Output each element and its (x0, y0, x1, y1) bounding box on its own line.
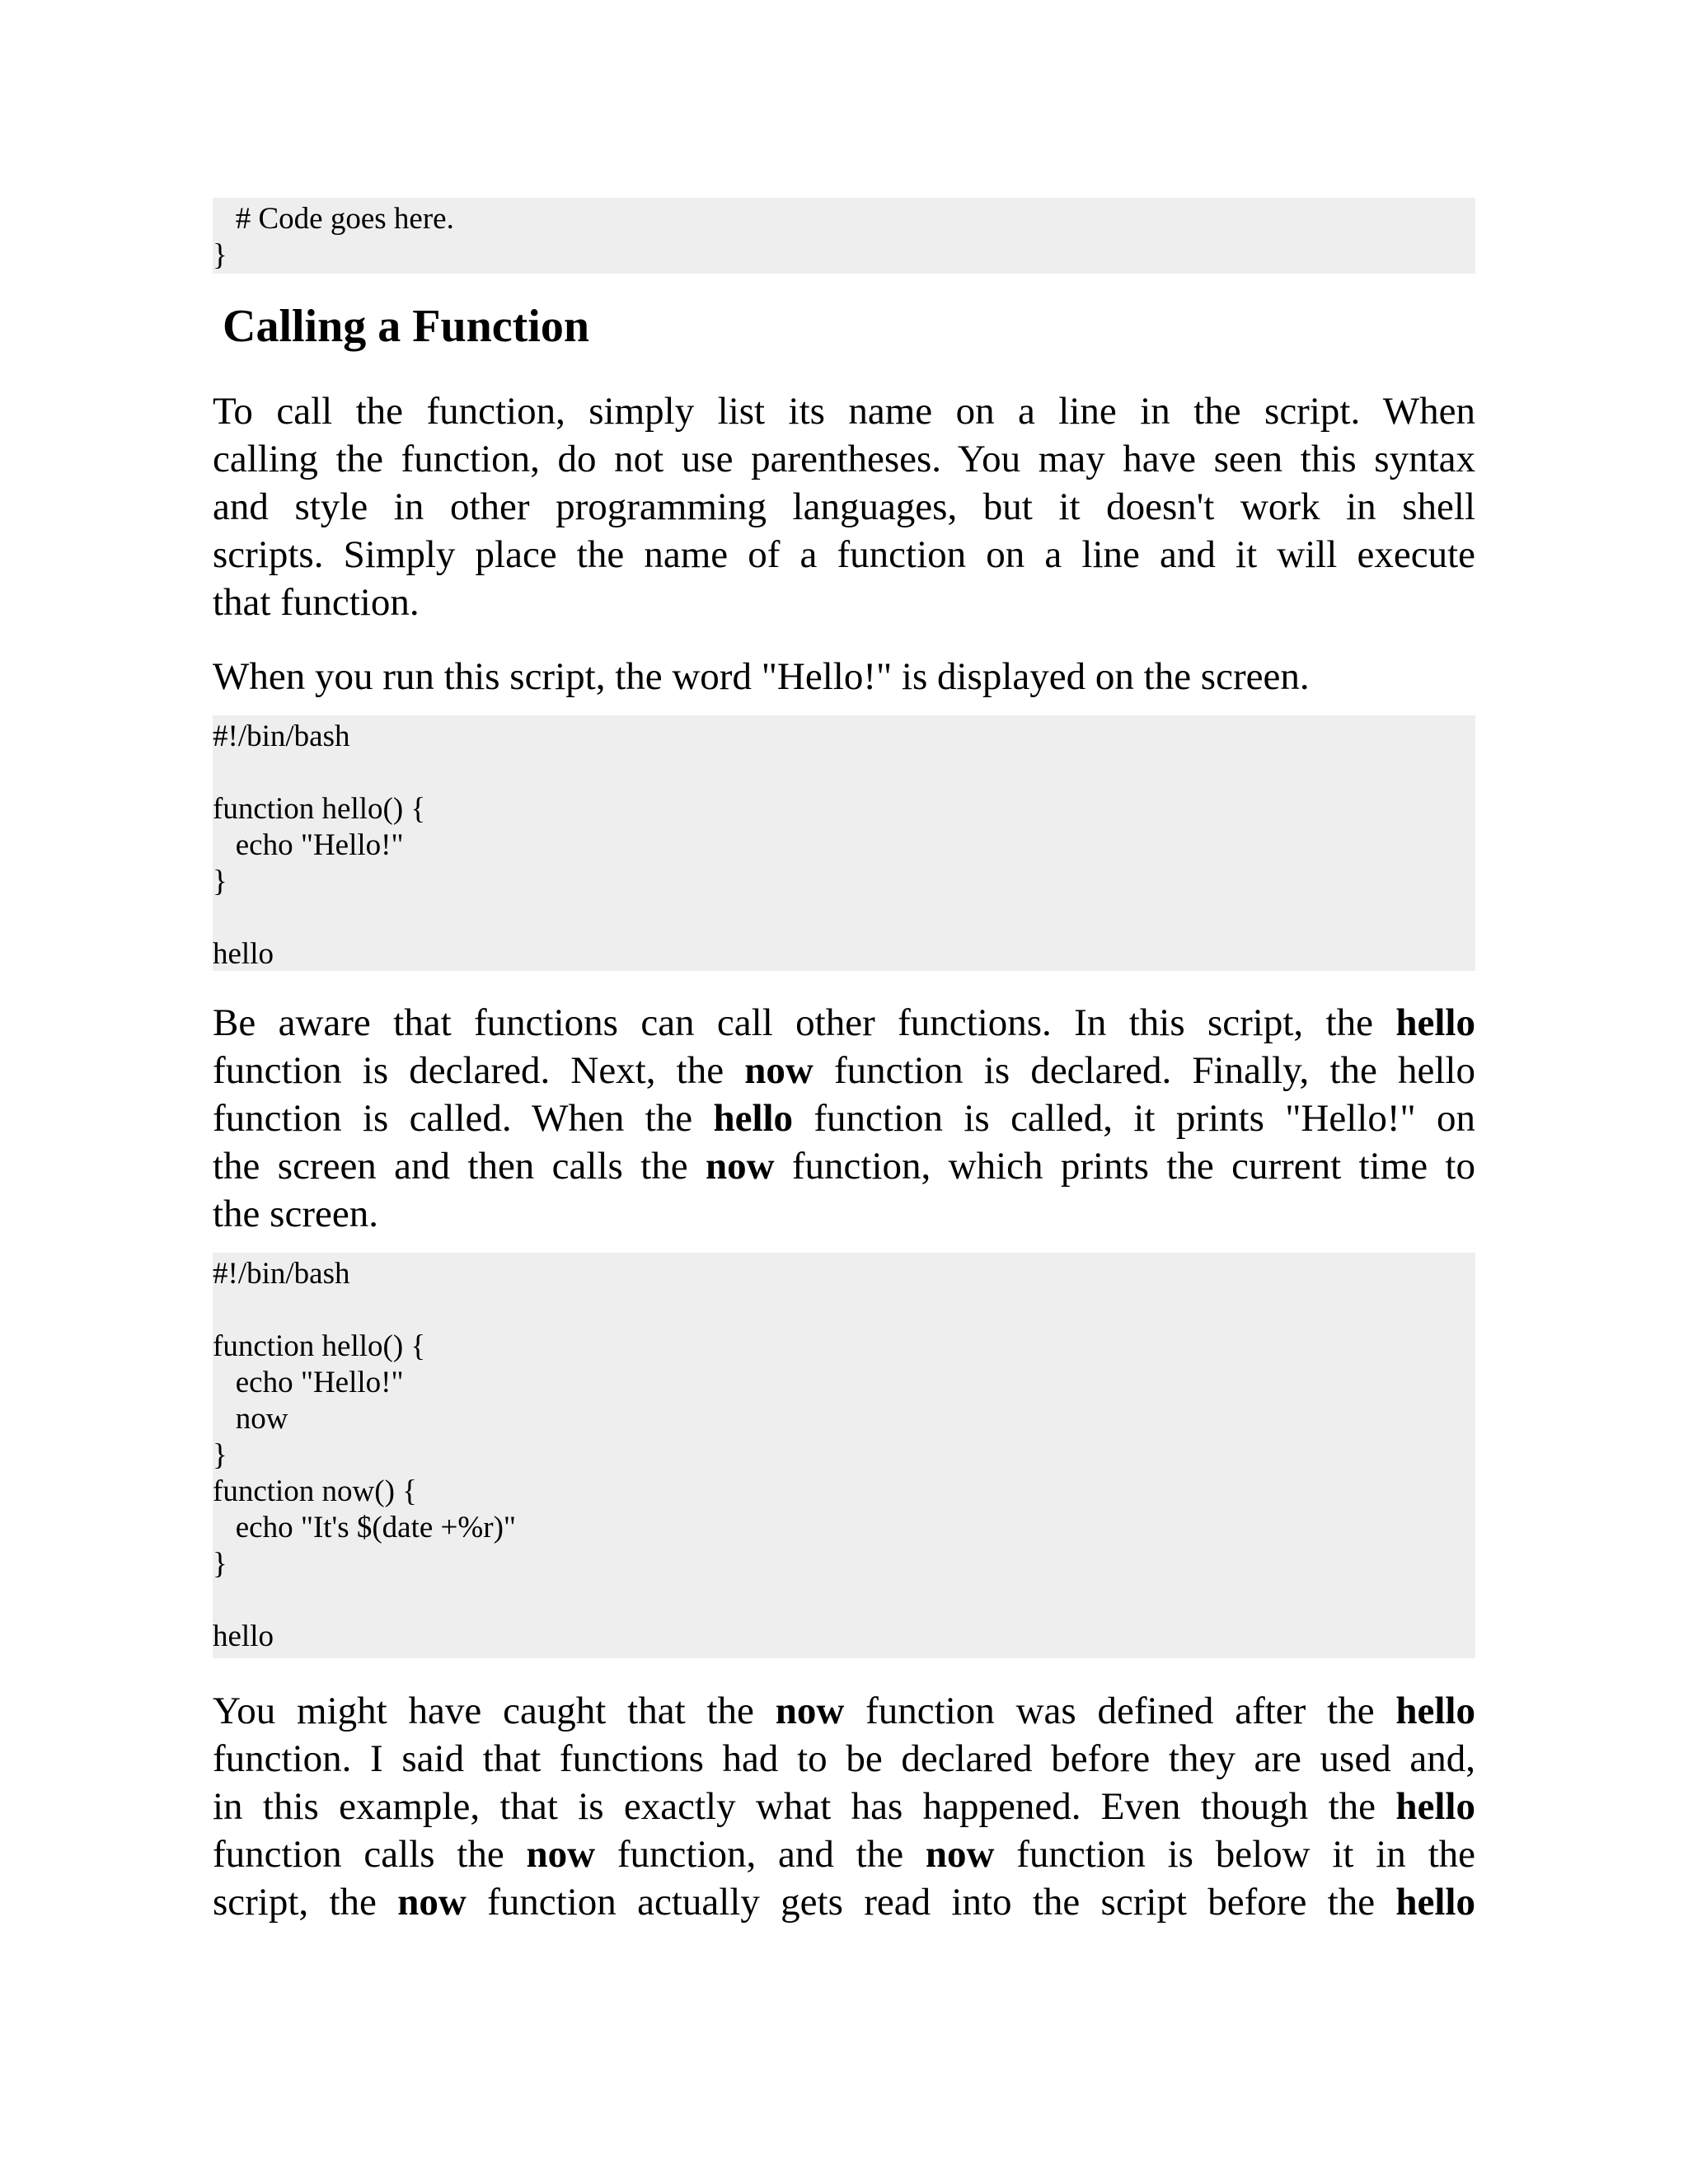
code-term: hello (1395, 1785, 1475, 1828)
code-term: hello (1395, 1881, 1475, 1924)
code-line: #!/bin/bash (213, 719, 350, 753)
text-line (213, 1830, 1475, 1878)
text-line (213, 1878, 1475, 1926)
text-line (213, 1687, 1475, 1735)
code-line: function now() { (213, 1474, 417, 1508)
code-line: now (213, 1402, 288, 1436)
text-line (213, 1094, 1475, 1142)
text-run: script, the (213, 1881, 398, 1924)
code-line (213, 755, 1475, 791)
code-term: now (925, 1833, 995, 1876)
text-line (213, 1735, 1475, 1783)
paragraph-functions-call-functions (213, 999, 1475, 1238)
code-line: # Code goes here. (213, 202, 454, 236)
code-term: now (526, 1833, 596, 1876)
text-line (213, 999, 1475, 1047)
code-line: hello (213, 1619, 274, 1653)
text-run: function is declared. Finally, the hello (813, 1049, 1475, 1092)
code-line (213, 900, 1475, 936)
code-block-top (213, 198, 1475, 274)
code-term: hello (713, 1097, 794, 1140)
code-line: echo "It's $(date +%r)" (213, 1511, 516, 1544)
code-term: now (775, 1690, 845, 1732)
text-run: function calls the (213, 1833, 527, 1876)
code-term: hello (1395, 1690, 1475, 1732)
text-run: function is below it in the (994, 1833, 1475, 1876)
code-line (213, 1292, 1475, 1329)
text-line: calling the function, do not use parentheses. You may have seen this syntax (213, 438, 1475, 480)
text-run: function was defined after the (844, 1690, 1396, 1732)
code-term: now (705, 1145, 775, 1188)
text-run: Be aware that functions can call other functions. In this script, the (213, 1001, 1396, 1044)
text-line (213, 1142, 1475, 1190)
code-line: } (213, 1438, 227, 1472)
code-line: echo "Hello!" (213, 1366, 404, 1399)
code-line: } (213, 1547, 227, 1581)
code-block-hello (213, 715, 1475, 971)
code-term: hello (1395, 1001, 1475, 1044)
text-run: function, and the (595, 1833, 926, 1876)
text-run: in this example, that is exactly what has happened. Even though the (213, 1785, 1396, 1828)
text-run: function, which prints the current time to (774, 1145, 1475, 1188)
text-line: To call the function, simply list its name on a line in the script. When (213, 390, 1475, 433)
code-line: #!/bin/bash (213, 1257, 350, 1291)
code-line (213, 1582, 1475, 1619)
code-term: now (397, 1881, 467, 1924)
text-line: and style in other programming languages, but it doesn't work in shell (213, 485, 1475, 528)
section-heading: Calling a Function (223, 301, 589, 352)
code-term: now (744, 1049, 814, 1092)
code-line: function hello() { (213, 1329, 426, 1363)
text-line: scripts. Simply place the name of a function on a line and it will execute (213, 533, 1475, 576)
text-run: function is called, it prints "Hello!" on (793, 1097, 1476, 1140)
text-run: the screen. (213, 1193, 378, 1235)
paragraph-run-script (213, 653, 1475, 701)
text-line: that function. (213, 581, 420, 624)
code-line: echo "Hello!" (213, 828, 404, 862)
text-run: function actually gets read into the script before the (466, 1881, 1396, 1924)
text-line: When you run this script, the word "Hello!" is displayed on the screen. (213, 655, 1310, 698)
text-run: function is called. When the (213, 1097, 714, 1140)
code-line: function hello() { (213, 792, 426, 826)
paragraph-call-function (213, 387, 1475, 626)
code-line: } (213, 238, 227, 272)
text-run: function is declared. Next, the (213, 1049, 745, 1092)
paragraph-declaration-order (213, 1687, 1475, 1926)
text-run: function. I said that functions had to be declared before they are used and, (213, 1737, 1475, 1780)
text-run: the screen and then calls the (213, 1145, 706, 1188)
text-run: You might have caught that the (213, 1690, 776, 1732)
code-line: } (213, 865, 227, 898)
code-line: hello (213, 937, 274, 971)
text-line (213, 1047, 1475, 1094)
code-block-hello-now (213, 1253, 1475, 1658)
text-line (213, 1783, 1475, 1830)
text-line (213, 1190, 1475, 1238)
